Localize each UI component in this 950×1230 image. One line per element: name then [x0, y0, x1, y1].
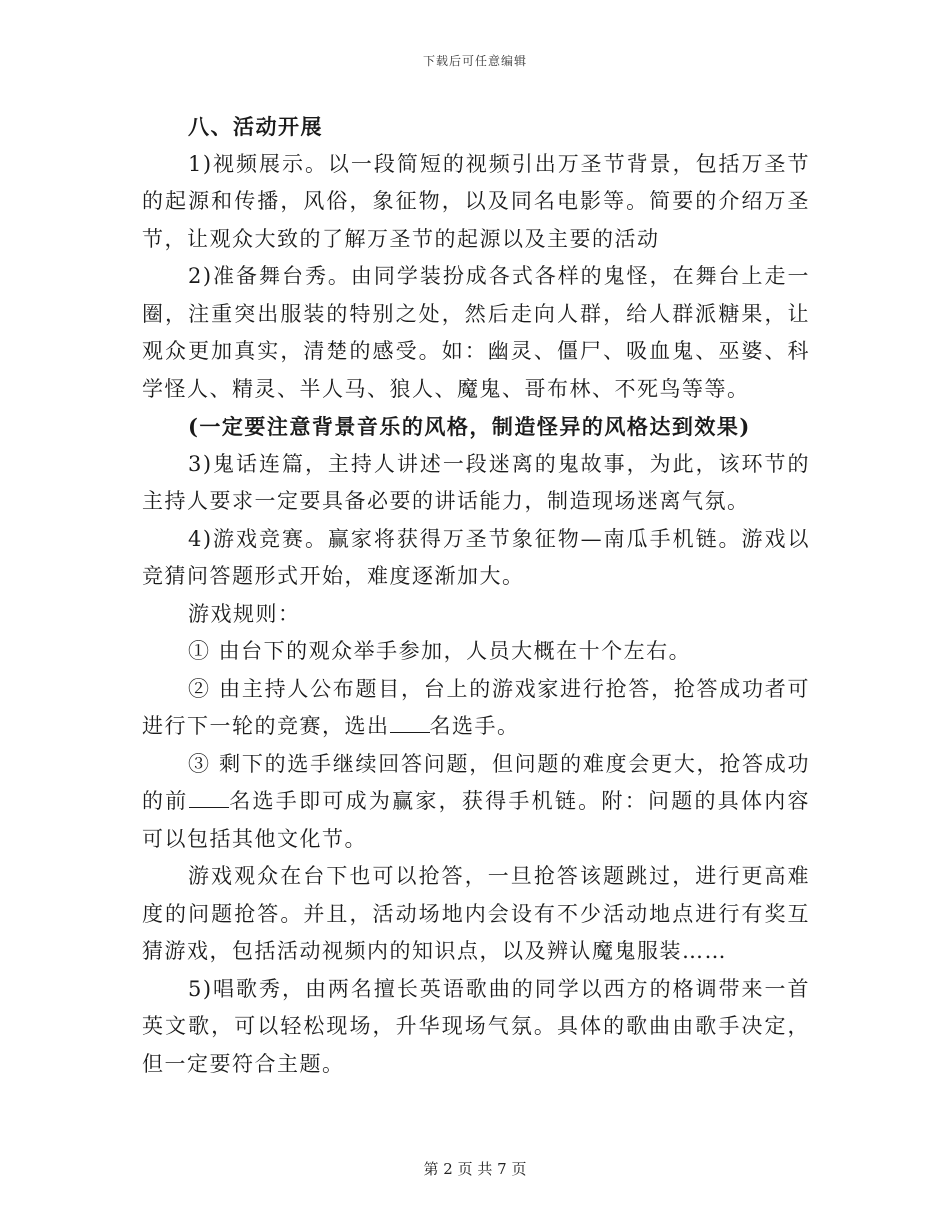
rule-item-2-text-a: ② 由主持人公布题目，台上的游戏家进行抢答，抢答成功者可进行下一轮的竞赛，选出 — [142, 676, 810, 738]
rule-item-3-text-b: 名选手即可成为赢家，获得手机链。附：问题的具体内容可以包括其他文化节。 — [142, 789, 811, 851]
paragraph-game: 4)游戏竞赛。赢家将获得万圣节象征物—南瓜手机链。游戏以竞猜问答题形式开始，难度逐渐加大。 — [142, 526, 810, 588]
section-heading: 八、活动开展 — [188, 114, 323, 139]
rules-title: 游戏规则： — [188, 601, 301, 626]
paragraph-audience: 游戏观众在台下也可以抢答，一旦抢答该题跳过，进行更高难度的问题抢答。并且，活动场地内会设有不少活动地点进行有奖互猜游戏，包括活动视频内的知识点，以及辨认魔鬼服装…… — [142, 864, 810, 963]
paragraph-video: 1)视频展示。以一段简短的视频引出万圣节背景，包括万圣节的起源和传播，风俗，象征物，以及同名电影等。简要的介绍万圣节，让观众大致的了解万圣节的起源以及主要的活动 — [142, 151, 810, 251]
header-note: 下载后可任意编辑 — [422, 54, 527, 68]
music-note: (一定要注意背景音乐的风格，制造怪异的风格达到效果) — [188, 414, 751, 439]
rule-item-3 — [142, 746, 810, 859]
rule-item-3-text-a: ③ 剩下的选手继续回答问题，但问题的难度会更大，抢答成功的前 — [142, 751, 810, 813]
fill-in-blank — [390, 714, 430, 733]
fill-in-blank — [189, 789, 229, 808]
paragraph-singing: 5)唱歌秀，由两名擅长英语歌曲的同学以西方的格调带来一首英文歌，可以轻松现场，升华现场气氛。具体的歌曲由歌手决定，但一定要符合主题。 — [142, 976, 810, 1076]
rule-item-2 — [142, 671, 810, 746]
document-body — [142, 108, 810, 1083]
paragraph-ghost-story: 3)鬼话连篇，主持人讲述一段迷离的鬼故事，为此，该环节的主持人要求一定要具备必要的讲话能力，制造现场迷离气氛。 — [142, 451, 810, 513]
rule-item-2-text-b: 名选手。 — [429, 714, 520, 738]
page-number: 第 2 页 共 7 页 — [423, 1160, 527, 1178]
paragraph-stage-show: 2)准备舞台秀。由同学装扮成各式各样的鬼怪，在舞台上走一圈，注重突出服装的特别之处，然后走向人群，给人群派糖果，让观众更加真实，清楚的感受。如：幽灵、僵尸、吸血鬼、巫婆、科学怪人、精灵、半人马、狼人、魔鬼、哥布林、不死鸟等等。 — [142, 264, 810, 401]
rule-item-1: ① 由台下的观众举手参加，人员大概在十个左右。 — [188, 639, 692, 663]
